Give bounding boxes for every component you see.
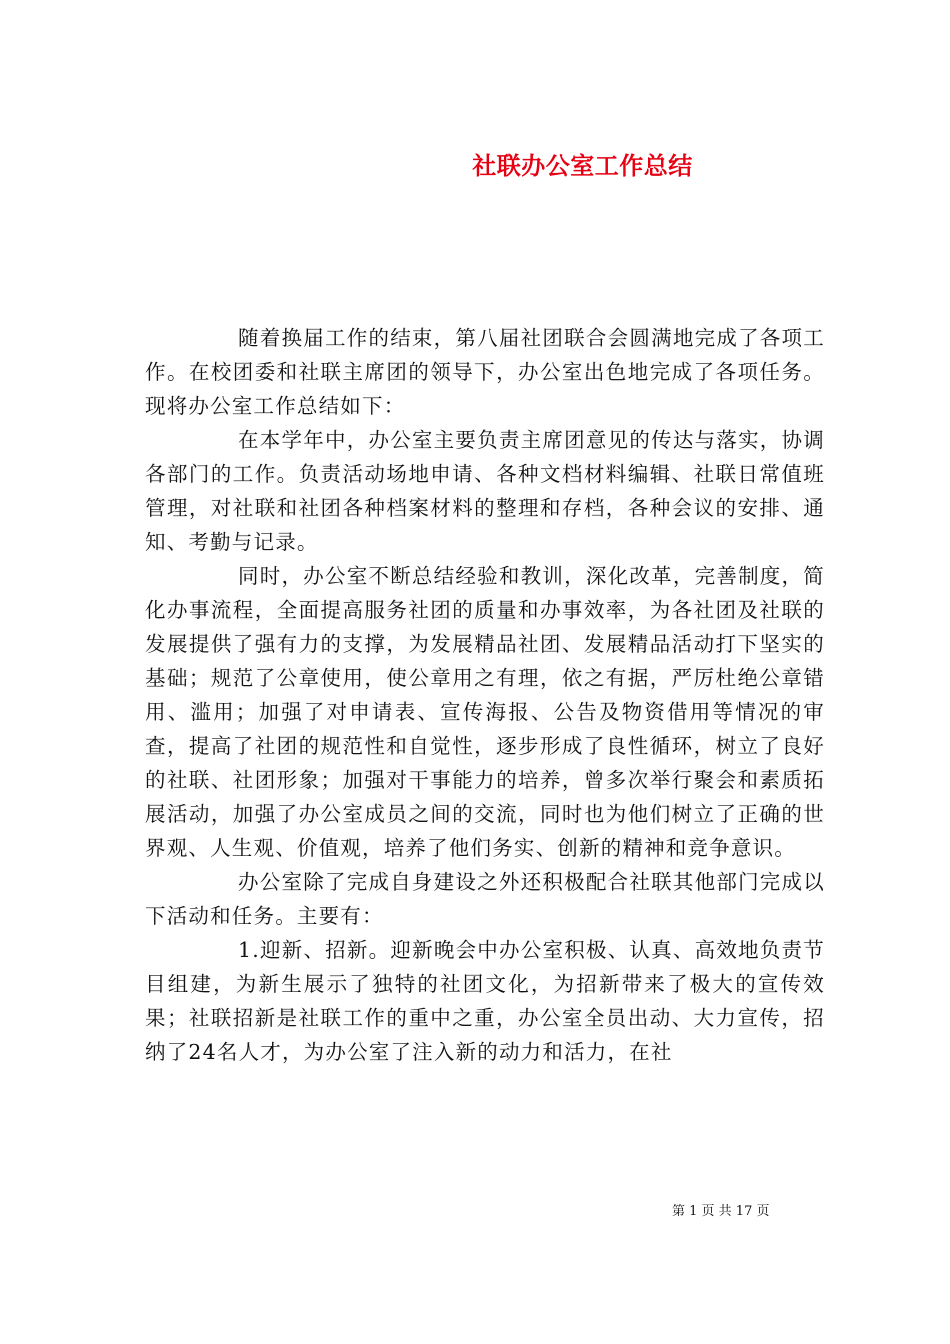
- page-number: 第 1 页 共 17 页: [672, 1204, 770, 1219]
- paragraph-5: 1.迎新、招新。迎新晚会中办公室积极、认真、高效地负责节目组建，为新生展示了独特的社团文化，为招新带来了极大的宣传效果；社联招新是社联工作的重中之重，办公室全员出动、大力宣传，招纳了24名人才，为办公室了注入新的动力和活力，在社: [145, 938, 825, 1064]
- paragraph-4: 办公室除了完成自身建设之外还积极配合社联其他部门完成以下活动和任务。主要有：: [145, 870, 825, 928]
- document-body: [145, 321, 825, 1069]
- page-title: 社联办公室工作总结: [472, 151, 693, 181]
- paragraph-2: 在本学年中，办公室主要负责主席团意见的传达与落实，协调各部门的工作。负责活动场地申请、各种文档材料编辑、社联日常值班管理，对社联和社团各种档案材料的整理和存档，各种会议的安排、通知、考勤与记录。: [145, 428, 825, 554]
- paragraph-1: 随着换届工作的结束，第八届社团联合会圆满地完成了各项工作。在校团委和社联主席团的领导下，办公室出色地完成了各项任务。现将办公室工作总结如下：: [145, 326, 825, 418]
- paragraph-3: 同时，办公室不断总结经验和教训，深化改革，完善制度，简化办事流程，全面提高服务社团的质量和办事效率，为各社团及社联的发展提供了强有力的支撑，为发展精品社团、发展精品活动打下坚实的基础；规范了公章使用，使公章用之有理，依之有据，严厉杜绝公章错用、滥用；加强了对申请表、宣传海报、公告及物资借用等情况的审查，提高了社团的规范性和自觉性，逐步形成了良性循环，树立了良好的社联、社团形象；加强对干事能力的培养，曾多次举行聚会和素质拓展活动，加强了办公室成员之间的交流，同时也为他们树立了正确的世界观、人生观、价值观，培养了他们务实、创新的精神和竞争意识。: [145, 564, 825, 860]
